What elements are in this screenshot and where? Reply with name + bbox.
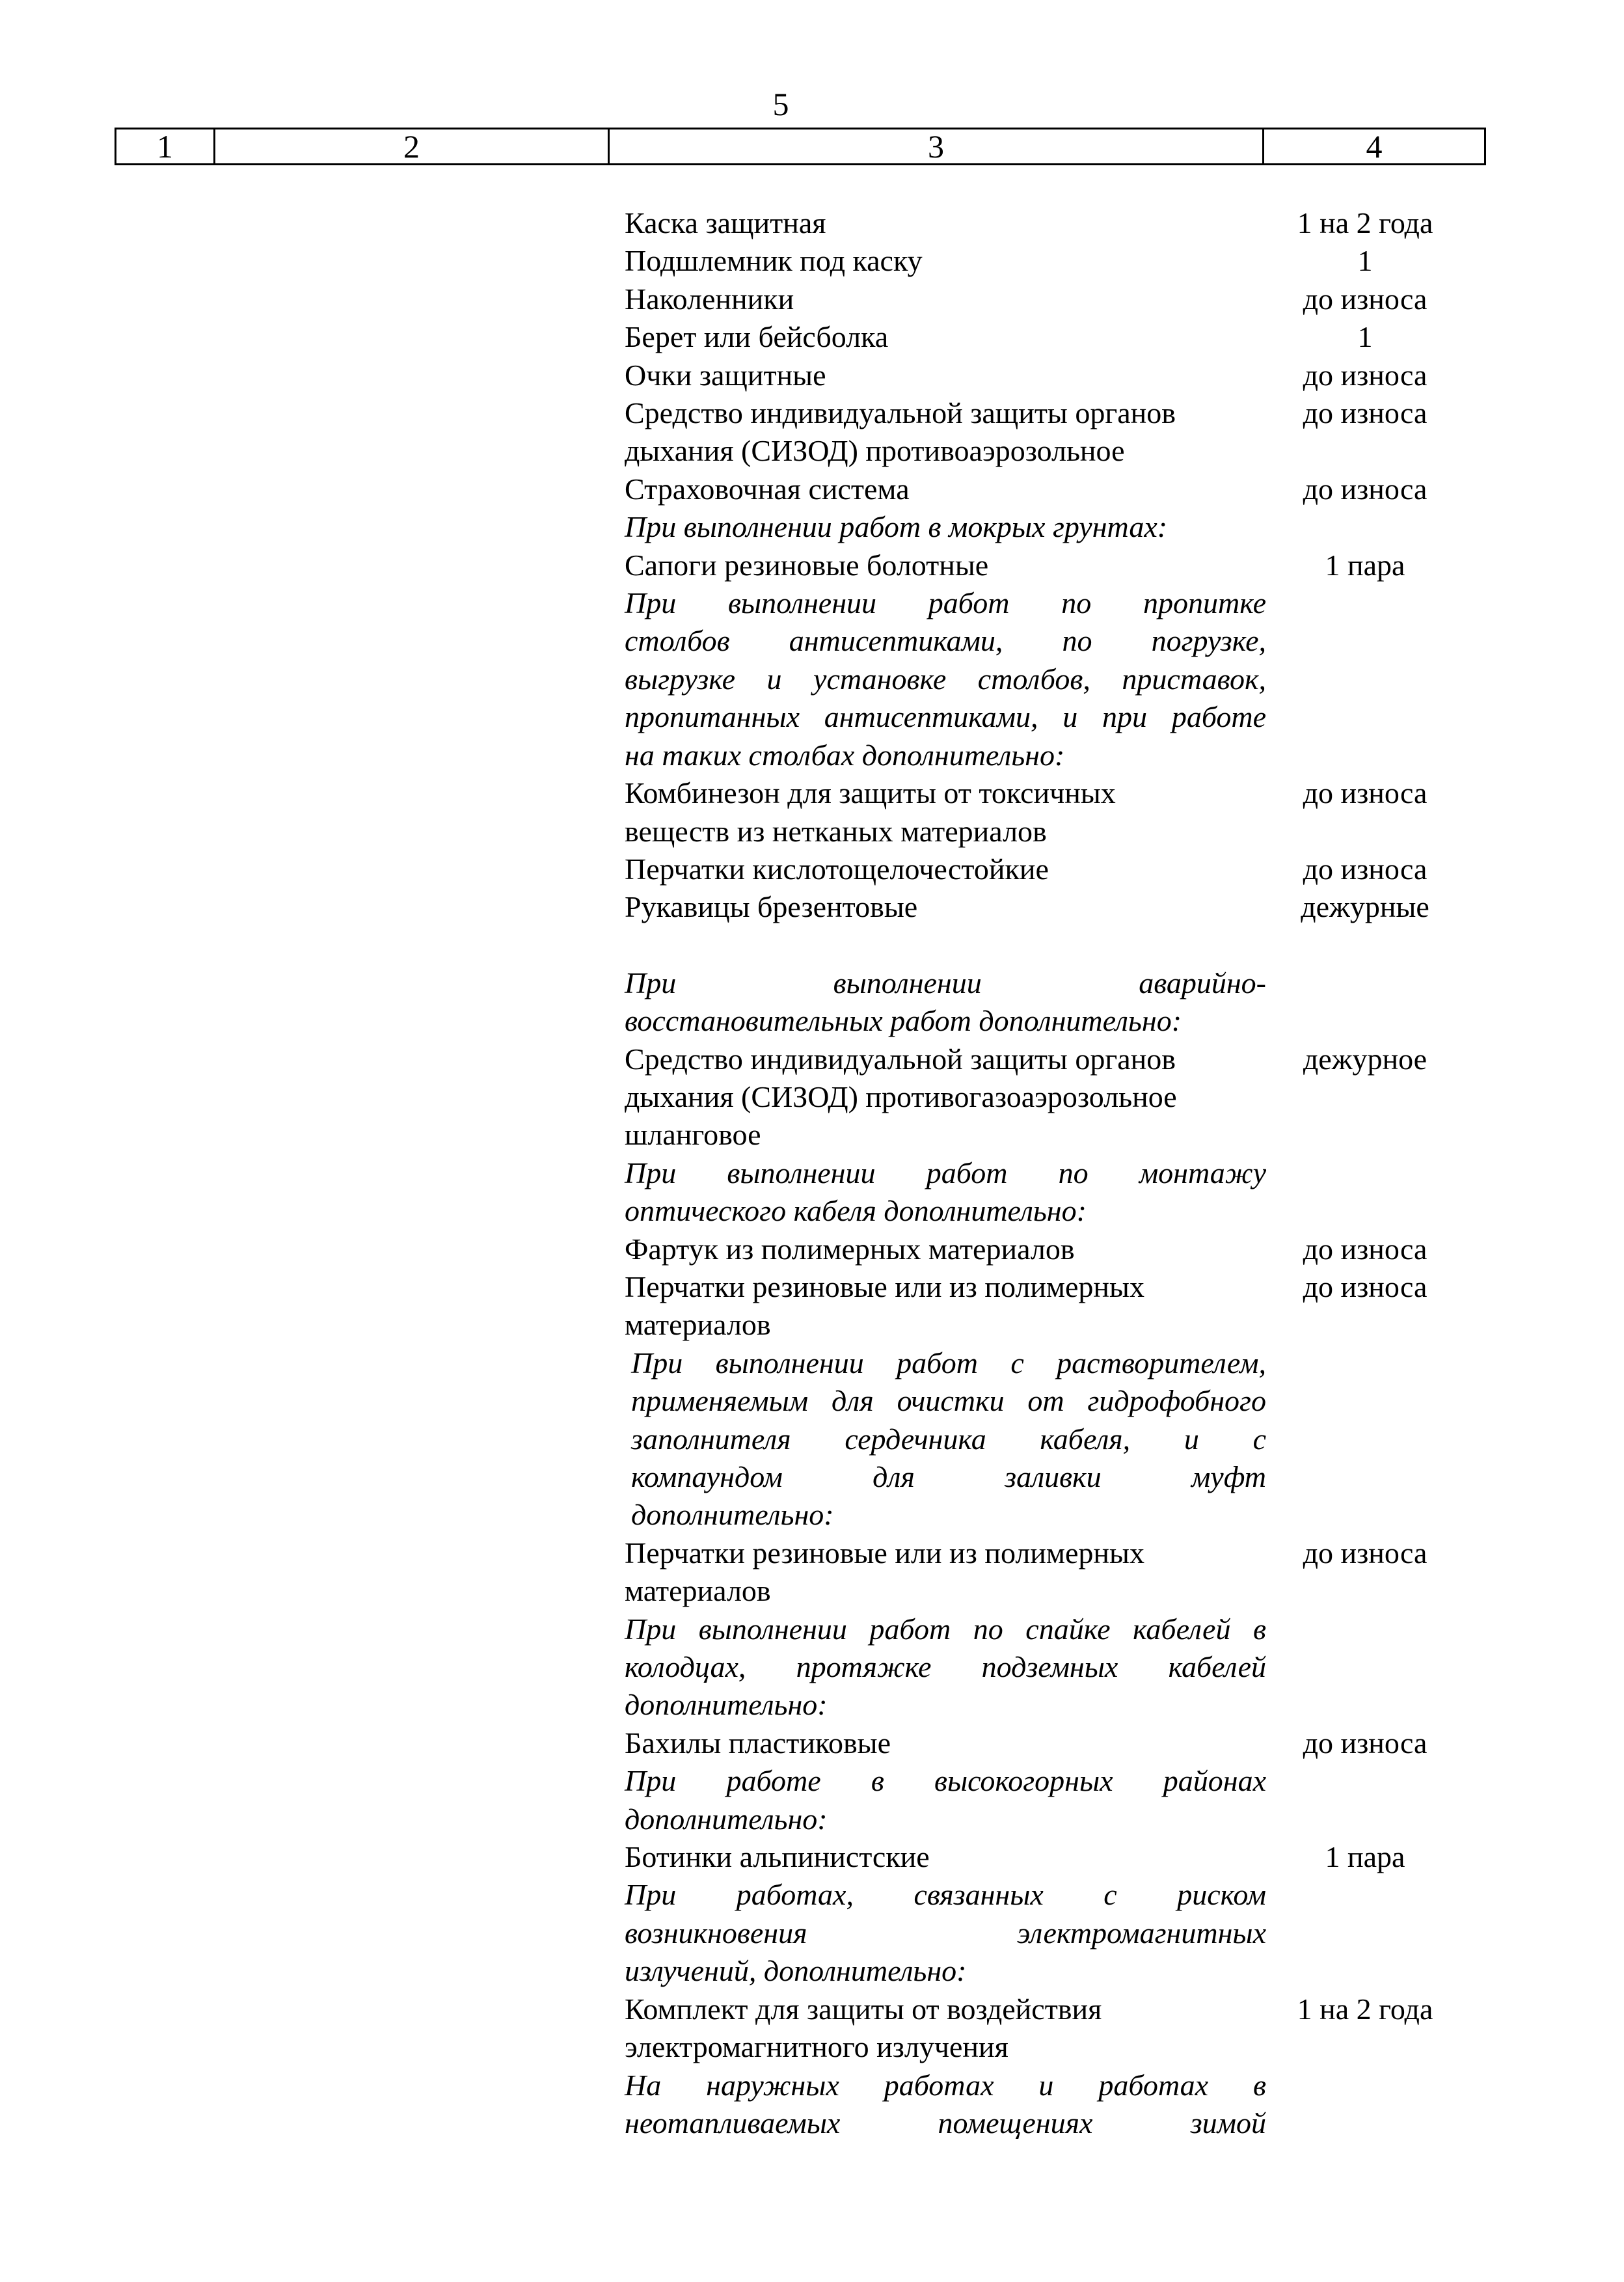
item-name: Бахилы пластиковые <box>625 1726 891 1759</box>
item-name: Подшлемник под каску <box>625 244 923 278</box>
item-norm: дежурные <box>1301 890 1429 924</box>
item-norm: 1 на 2 года <box>1297 1992 1433 2026</box>
item-norm: дежурное <box>1303 1042 1428 1076</box>
column-header-4: 4 <box>1366 128 1383 165</box>
item-norm: до износа <box>1303 1232 1428 1266</box>
item-name: Фартук из полимерных материалов <box>625 1232 1075 1266</box>
list-item <box>625 1230 1464 1268</box>
item-norm: 1 на 2 года <box>1297 206 1433 239</box>
item-norm: до износа <box>1303 358 1428 392</box>
list-item <box>625 850 1464 888</box>
list-item <box>625 470 1464 508</box>
item-norm: до износа <box>1303 776 1428 810</box>
list-item <box>625 888 1464 926</box>
list-item <box>625 1838 1464 1876</box>
item-norm: до износа <box>1303 1536 1428 1569</box>
item-name-line: дыхания (СИЗОД) противоаэрозольное <box>625 434 1125 468</box>
condition-emergency: При выполнении аварийно- восстановительных работ дополнительно: <box>625 966 1266 1038</box>
item-name: Рукавицы брезентовые <box>625 890 918 924</box>
list-item <box>625 318 1464 356</box>
item-norm: 1 <box>1357 320 1373 354</box>
item-norm: 1 пара <box>1325 548 1405 582</box>
item-name-line: Средство индивидуальной защиты органов <box>625 396 1176 430</box>
list-item <box>625 280 1464 318</box>
list-item <box>625 357 1464 394</box>
list-item <box>625 547 1464 584</box>
item-name: Очки защитные <box>625 358 826 392</box>
condition-cable-splicing: При выполнении работ по спайке кабелей в колодцах, протяжке подземных кабелей дополнительно: <box>625 1612 1266 1722</box>
list-item <box>625 1040 1464 1154</box>
item-name: Перчатки кислотощелочестойкие <box>625 852 1049 886</box>
item-name: Сапоги резиновые болотные <box>625 548 989 582</box>
list-item <box>625 1534 1464 1610</box>
condition-outdoor-winter: На наружных работах и работах в неотапливаемых помещениях зимой <box>625 2068 1266 2139</box>
list-item <box>625 1724 1464 1762</box>
column-header-2: 2 <box>215 129 610 163</box>
item-norm: до износа <box>1303 472 1428 506</box>
list-item <box>625 774 1464 850</box>
item-norm: до износа <box>1303 1270 1428 1303</box>
item-name: Средство индивидуальной защиты органов дыхания (СИЗОД) противогазоаэрозольное шланговое <box>625 1042 1177 1152</box>
item-norm: до износа <box>1303 852 1428 886</box>
item-name: Берет или бейсболка <box>625 320 889 354</box>
item-norm: до износа <box>1303 396 1428 430</box>
item-norm: 1 <box>1357 244 1373 278</box>
ppe-list <box>625 204 1464 2142</box>
item-norm: до износа <box>1303 1726 1428 1759</box>
item-name <box>625 394 1266 470</box>
item-name: Перчатки резиновые или из полимерных материалов <box>625 1536 1144 1608</box>
item-name: Наколенники <box>625 282 794 316</box>
item-name: Страховочная система <box>625 472 910 506</box>
condition-wet-soil: При выполнении работ в мокрых грунтах: <box>625 510 1168 544</box>
item-norm: 1 пара <box>1325 1840 1405 1874</box>
condition-solvent: При выполнении работ с растворителем, применяемым для очистки от гидрофобного заполнителя сердечника кабеля, и с компаундом для заливки муфт дополнительно: <box>631 1346 1266 1532</box>
item-name: Комплект для защиты от воздействия электромагнитного излучения <box>625 1992 1102 2064</box>
item-name: Комбинезон для защиты от токсичных веществ из нетканых материалов <box>625 776 1116 848</box>
condition-antiseptic: При выполнении работ по пропитке столбов антисептиками, по погрузке, выгрузке и установке столбов, приставок, пропитанных антисептиками, и при работе на таких столбах дополнительно: <box>625 586 1266 772</box>
condition-electromagnetic: При работах, связанных с риском возникновения электромагнитных излучений, дополнительно: <box>625 1878 1266 1988</box>
list-item <box>625 1990 1464 2067</box>
column-header-3: 3 <box>610 129 1264 163</box>
item-name: Ботинки альпинистские <box>625 1840 930 1874</box>
condition-highland: При работе в высокогорных районах дополнительно: <box>625 1764 1266 1836</box>
list-item <box>625 1268 1464 1344</box>
item-norm: до износа <box>1303 282 1428 316</box>
item-name: Перчатки резиновые или из полимерных материалов <box>625 1270 1144 1342</box>
list-item <box>625 394 1464 470</box>
list-item <box>625 242 1464 280</box>
page-number: 5 <box>772 86 789 122</box>
blank-line <box>625 927 1464 964</box>
item-name: Каска защитная <box>625 206 826 239</box>
list-item <box>625 204 1464 242</box>
condition-optical-cable: При выполнении работ по монтажу оптического кабеля дополнительно: <box>625 1156 1266 1228</box>
column-header-row <box>115 128 1486 165</box>
column-header-1: 1 <box>116 129 215 163</box>
